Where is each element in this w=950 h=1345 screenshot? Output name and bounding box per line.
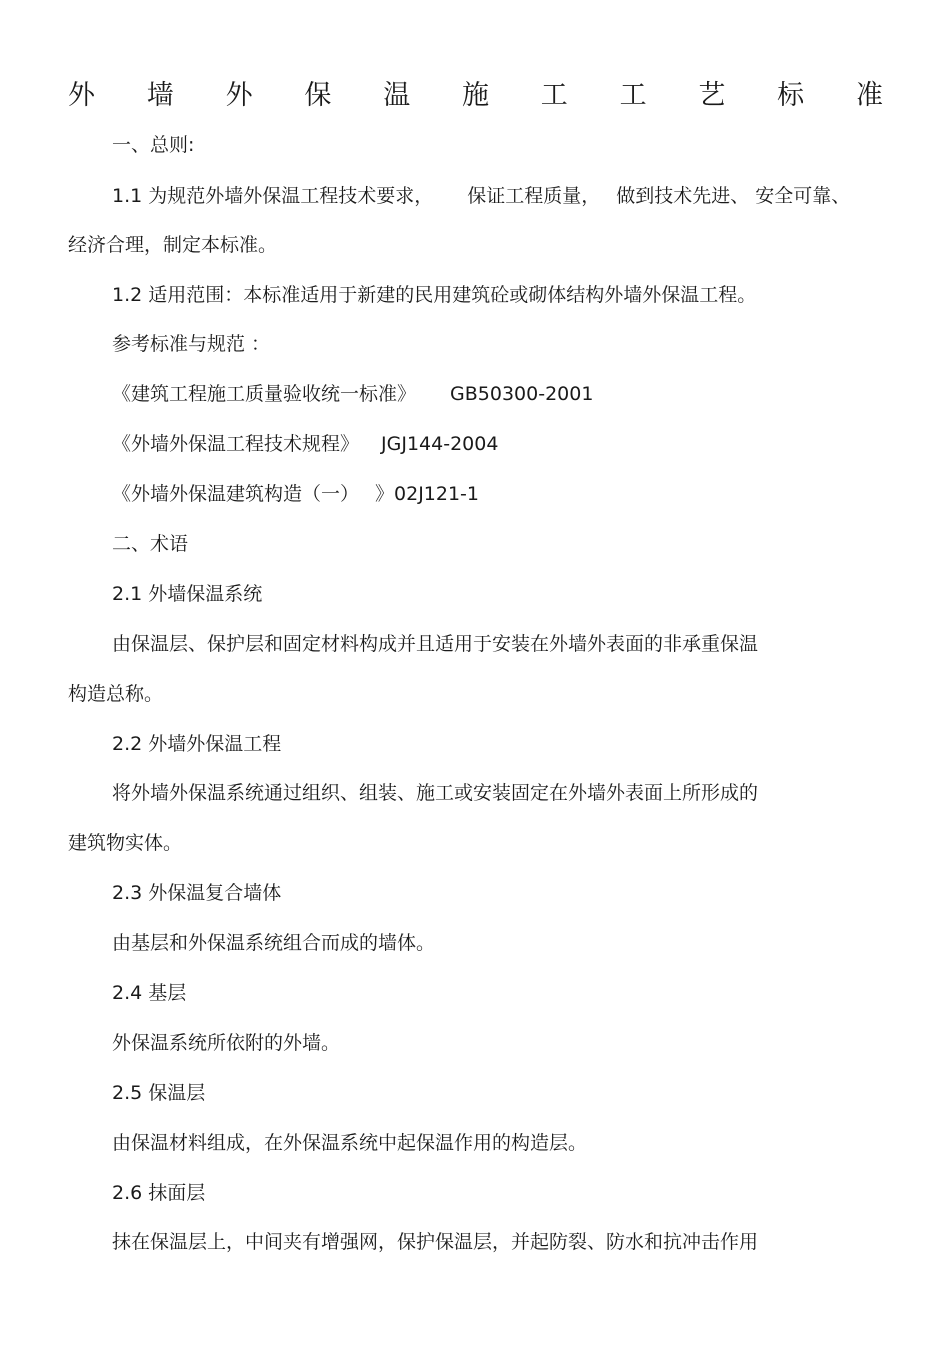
paragraph-1-1-line-1 [112, 181, 850, 211]
reference-heading: 参考标准与规范 ： [112, 333, 271, 355]
title-char: 工 [619, 80, 647, 111]
title-char: 外 [68, 80, 95, 111]
reference-code: JGJ144-2004 [381, 433, 499, 455]
term-definition-2-4: 外保温系统所依附的外墙。 [112, 1032, 341, 1054]
paragraph-1-2: 1.2 适用范围：本标准适用于新建的民用建筑砼或砌体结构外墙外保温工程。 [112, 284, 757, 306]
term-heading-2-1: 2.1 外墙保温系统 [112, 583, 263, 605]
reference-item-1 [112, 379, 593, 409]
reference-name: 《外墙外保温建筑构造（一） [112, 483, 360, 505]
title-char: 施 [461, 80, 489, 111]
text-span: 安全可靠、 [755, 185, 851, 207]
term-heading-2-3: 2.3 外保温复合墙体 [112, 882, 282, 904]
term-heading-2-6: 2.6 抹面层 [112, 1182, 206, 1204]
section-heading-terms: 二、术语 [112, 533, 189, 555]
title-char: 墙 [146, 80, 174, 111]
reference-item-3 [112, 479, 479, 509]
title-char: 温 [383, 80, 411, 111]
reference-name: 《建筑工程施工质量验收统一标准》 [112, 383, 417, 405]
reference-code: GB50300-2001 [450, 383, 594, 405]
term-definition-2-5: 由保温材料组成，在外保温系统中起保温作用的构造层。 [112, 1132, 588, 1154]
title-char: 准 [855, 80, 883, 111]
text-span: 1.1 为规范外墙外保温工程技术要求， [112, 185, 434, 207]
term-heading-2-4: 2.4 基层 [112, 982, 187, 1004]
title-char: 艺 [698, 80, 726, 111]
title-char: 保 [304, 80, 332, 111]
reference-code: 》02J121-1 [375, 483, 480, 505]
text-span: 做到技术先进、 [616, 185, 750, 207]
title-char: 外 [225, 80, 253, 111]
term-definition-2-1-line-2: 构造总称。 [68, 683, 164, 705]
title-char: 标 [777, 80, 805, 111]
term-definition-2-2-line-1: 将外墙外保温系统通过组织、组装、施工或安装固定在外墙外表面上所形成的 [112, 782, 759, 804]
term-heading-2-2: 2.2 外墙外保温工程 [112, 733, 282, 755]
term-definition-2-3: 由基层和外保温系统组合而成的墙体。 [112, 932, 436, 954]
term-definition-2-6: 抹在保温层上，中间夹有增强网，保护保温层，并起防裂、防水和抗冲击作用 [112, 1231, 759, 1253]
text-span: 保证工程质量， [467, 185, 601, 207]
section-heading-general: 一、总则: [112, 134, 195, 156]
term-definition-2-1-line-1: 由保温层、保护层和固定材料构成并且适用于安装在外墙外表面的非承重保温 [112, 633, 759, 655]
term-definition-2-2-line-2: 建筑物实体。 [68, 832, 183, 854]
title-char: 工 [540, 80, 568, 111]
reference-item-2 [112, 429, 498, 459]
document-title [68, 76, 883, 116]
reference-name: 《外墙外保温工程技术规程》 [112, 433, 360, 455]
paragraph-1-1-line-2: 经济合理，制定本标准。 [68, 234, 278, 256]
term-heading-2-5: 2.5 保温层 [112, 1082, 206, 1104]
